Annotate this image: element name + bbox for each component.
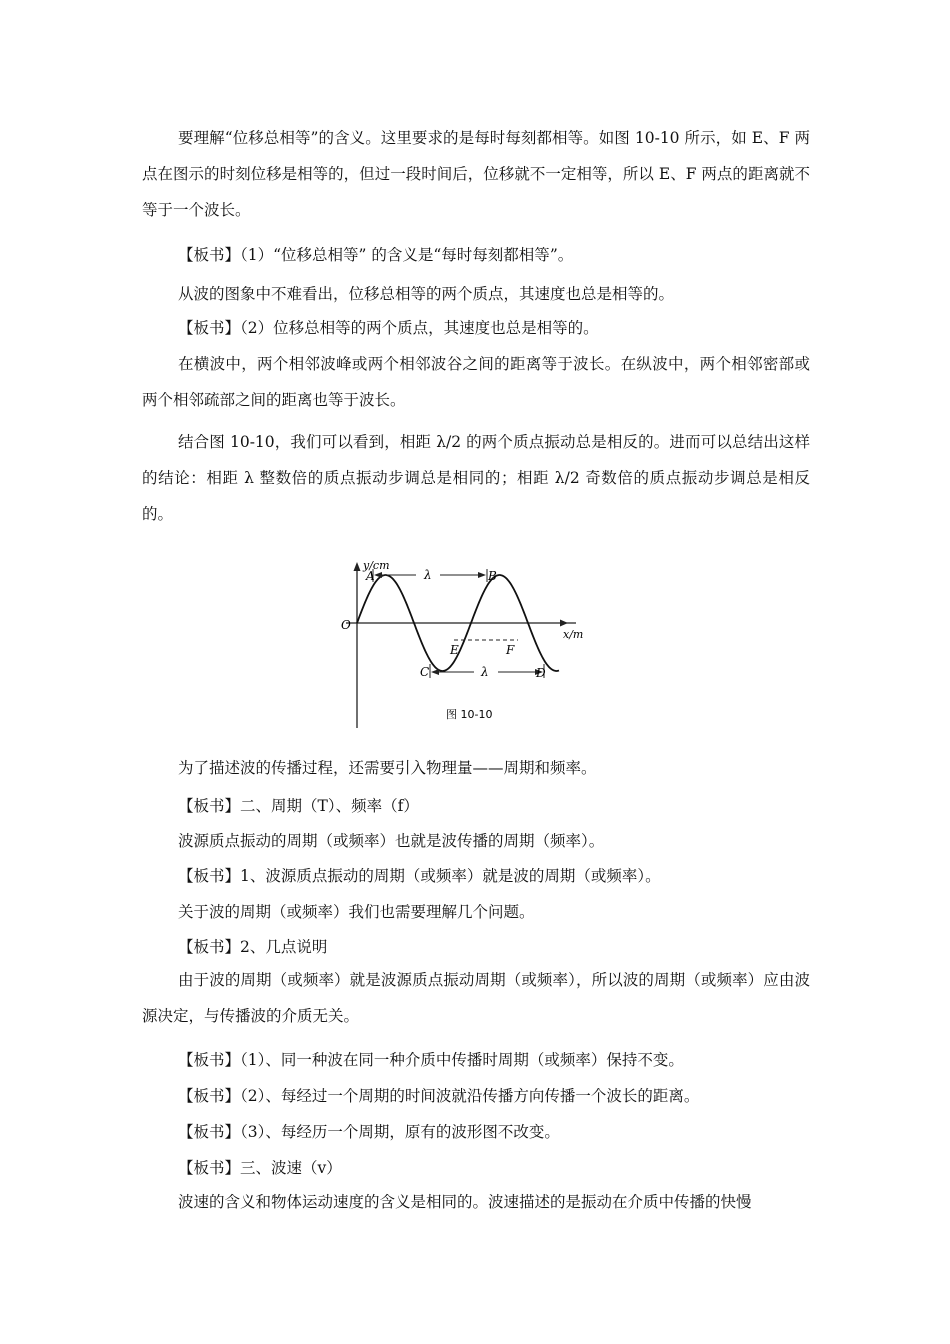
x-axis-label: x/m — [563, 628, 584, 641]
board-note-1: 【板书】（1）“位移总相等” 的含义是“每时每刻都相等”。 — [178, 246, 574, 264]
lambda-top-arrow-right-icon — [478, 572, 486, 578]
board-note-period-2: 【板书】2、几点说明 — [178, 938, 328, 956]
paragraph-source-period: 波源质点振动的周期（或频率）也就是波传播的周期（频率）。 — [178, 832, 605, 850]
point-c-label: C — [420, 665, 430, 679]
point-e-label: E — [450, 643, 459, 657]
point-f-label: F — [506, 643, 515, 657]
board-note-2: 【板书】（2）位移总相等的两个质点，其速度也总是相等的。 — [178, 319, 599, 337]
wave-figure — [336, 558, 596, 738]
paragraph-period-questions: 关于波的周期（或频率）我们也需要理解几个问题。 — [178, 903, 535, 921]
wave-graph — [336, 558, 596, 738]
y-axis-label: y/cm — [363, 559, 390, 572]
lambda-bottom-label: λ — [481, 665, 489, 679]
lambda-top-arrow-left-icon — [374, 572, 382, 578]
lambda-bottom-arrow-left-icon — [431, 669, 439, 675]
x-axis-arrow-icon — [560, 620, 568, 627]
y-axis-arrow-icon — [354, 562, 361, 571]
origin-label: O — [341, 618, 351, 632]
figure-caption: 图 10-10 — [446, 708, 493, 721]
point-d-label: D — [536, 666, 546, 680]
board-note-period-item-2: 【板书】（2）、每经过一个周期的时间波就沿传播方向传播一个波长的距离。 — [178, 1087, 700, 1105]
paragraph-wave-speed: 波速的含义和物体运动速度的含义是相同的。波速描述的是振动在介质中传播的快慢 — [178, 1193, 752, 1211]
board-note-period-item-1: 【板书】（1）、同一种波在同一种介质中传播时周期（或频率）保持不变。 — [178, 1051, 684, 1069]
point-a-label: A — [366, 569, 375, 583]
paragraph-velocity-equal: 从波的图象中不难看出，位移总相等的两个质点，其速度也总是相等的。 — [178, 285, 675, 303]
board-note-wave-speed: 【板书】三、波速（v） — [178, 1159, 342, 1177]
board-note-period-item-3: 【板书】（3）、每经历一个周期，原有的波形图不改变。 — [178, 1123, 560, 1141]
paragraph-wavelength-definition: 在横波中，两个相邻波峰或两个相邻波谷之间的距离等于波长。在纵波中，两个相邻密部或两个相邻疏部之间的距离也等于波长。 — [142, 355, 810, 409]
paragraph-displacement-meaning: 要理解“位移总相等”的含义。这里要求的是每时每刻都相等。如图 10-10 所示，如 E、F 两点在图示的时刻位移是相等的，但过一段时间后，位移就不一定相等，所以 E、F 两点的距离就不等于一个波长。 — [142, 129, 810, 219]
point-b-label: B — [488, 569, 497, 583]
board-note-period-heading: 【板书】二、周期（T）、频率（f） — [178, 797, 419, 815]
paragraph-period-medium: 由于波的周期（或频率）就是波源质点振动周期（或频率），所以波的周期（或频率）应由波源决定，与传播波的介质无关。 — [142, 971, 810, 1025]
board-note-period-1: 【板书】1、波源质点振动的周期（或频率）就是波的周期（或频率）。 — [178, 867, 661, 885]
paragraph-half-wavelength: 结合图 10-10，我们可以看到，相距 λ/2 的两个质点振动总是相反的。进而可以总结出这样的结论：相距 λ 整数倍的质点振动步调总是相同的；相距 λ/2 奇数倍的质点振动步调总是相反的。 — [142, 433, 810, 523]
paragraph-period-intro: 为了描述波的传播过程，还需要引入物理量——周期和频率。 — [178, 759, 597, 777]
lambda-top-label: λ — [424, 568, 432, 582]
